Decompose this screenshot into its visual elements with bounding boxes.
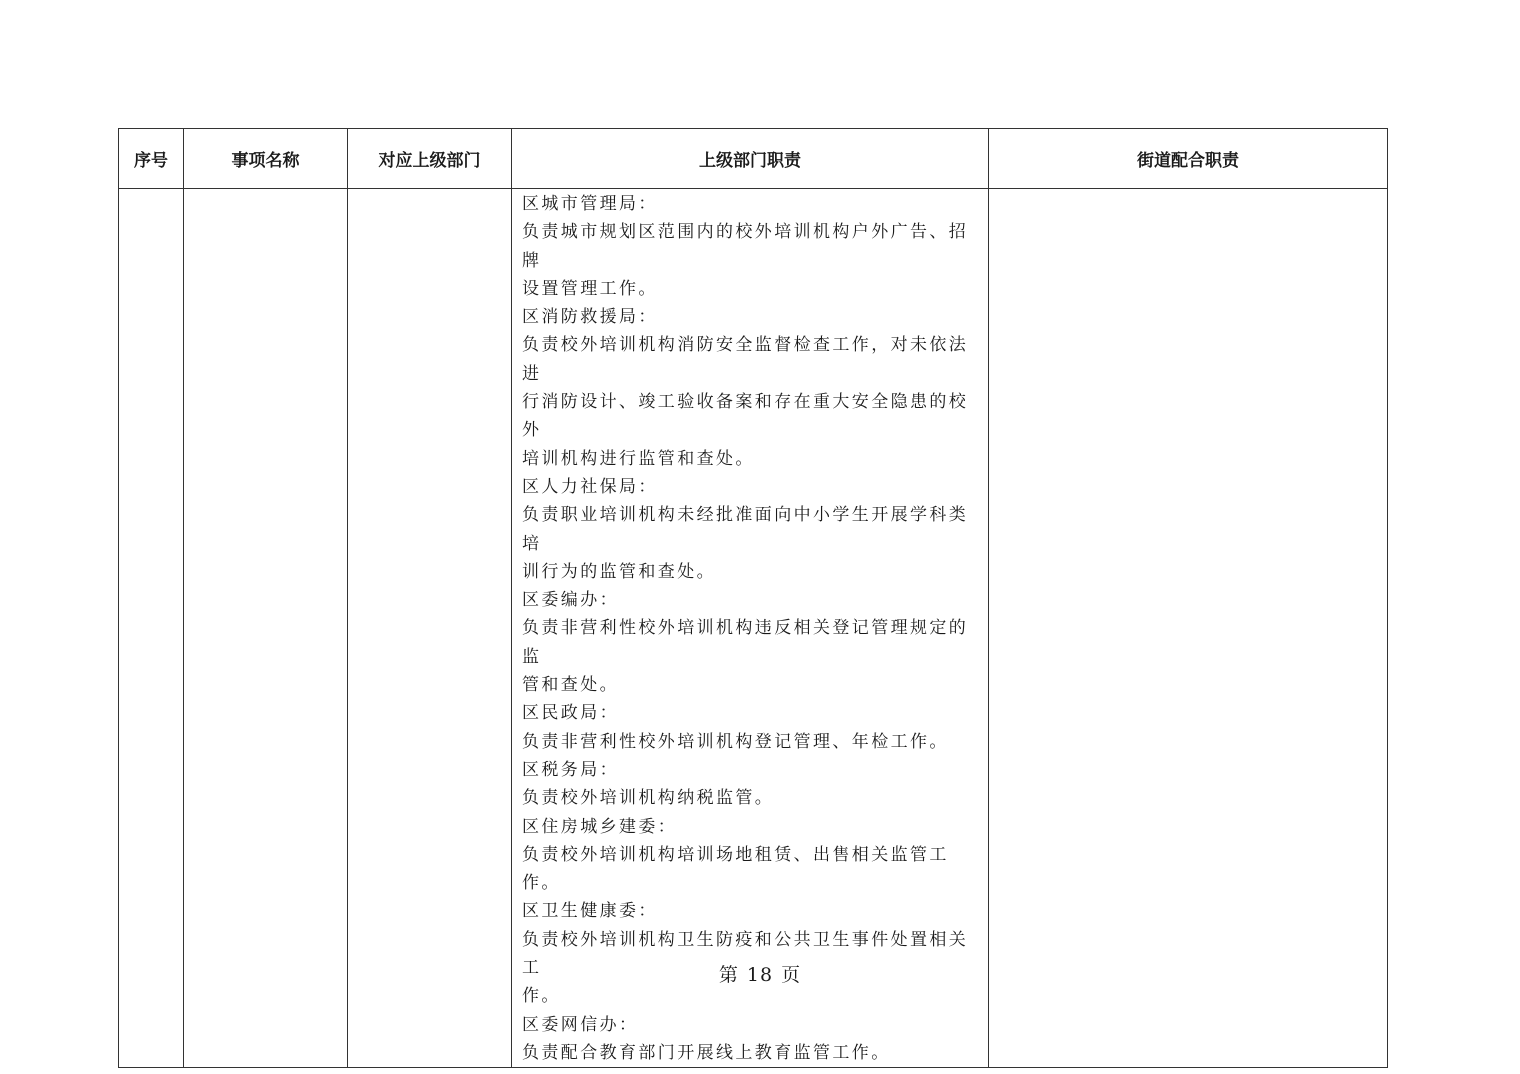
cell-item-name <box>184 189 348 1068</box>
upper-duty-text <box>522 190 978 1067</box>
header-street-duty: 街道配合职责 <box>989 129 1388 189</box>
cell-street-duty <box>989 189 1388 1068</box>
duty-line: 负责城市规划区范围内的校外培训机构户外广告、招牌 <box>522 222 969 271</box>
duty-line: 作。 <box>522 986 561 1007</box>
duty-line: 区住房城乡建委： <box>522 816 678 837</box>
duty-line: 负责非营利性校外培训机构登记管理、年检工作。 <box>522 731 949 752</box>
duty-line: 区城市管理局： <box>522 194 658 214</box>
duty-line: 负责配合教育部门开展线上教育监管工作。 <box>522 1042 891 1063</box>
page-suffix: 页 <box>781 964 802 986</box>
duty-line: 区委网信办： <box>522 1014 639 1035</box>
duty-line: 区委编办： <box>522 590 619 611</box>
cell-department <box>348 189 512 1068</box>
duty-line: 负责校外培训机构培训场地租赁、出售相关监管工作。 <box>522 844 949 894</box>
duty-line: 区卫生健康委： <box>522 901 658 922</box>
duty-line: 区税务局： <box>522 759 619 780</box>
header-upper-duty: 上级部门职责 <box>512 129 989 189</box>
duty-line: 培训机构进行监管和查处。 <box>522 448 755 469</box>
cell-upper-duty <box>512 189 989 1068</box>
duty-line: 训行为的监管和查处。 <box>522 561 716 582</box>
page-footer <box>0 960 1520 987</box>
table-row <box>119 189 1388 1068</box>
header-item-name: 事项名称 <box>184 129 348 189</box>
duty-line: 负责非营利性校外培训机构违反相关登记管理规定的监 <box>522 618 969 667</box>
cell-serial <box>119 189 184 1068</box>
duty-line: 区民政局： <box>522 703 619 724</box>
duty-line: 负责校外培训机构卫生防疫和公共卫生事件处置相关工 <box>522 929 969 979</box>
duty-line: 区消防救援局： <box>522 307 658 328</box>
duty-line: 负责校外培训机构纳税监管。 <box>522 788 775 809</box>
table-header-row <box>119 129 1388 189</box>
duty-line: 行消防设计、竣工验收备案和存在重大安全隐患的校外 <box>522 392 969 441</box>
responsibility-table <box>118 128 1388 1068</box>
page-number: 18 <box>746 964 774 986</box>
header-department: 对应上级部门 <box>348 129 512 189</box>
duty-line: 区人力社保局： <box>522 476 658 497</box>
duty-line: 负责校外培训机构消防安全监督检查工作，对未依法进 <box>522 335 969 384</box>
header-serial: 序号 <box>119 129 184 189</box>
page-prefix: 第 <box>718 964 739 986</box>
duty-line: 设置管理工作。 <box>522 278 658 299</box>
duty-line: 负责职业培训机构未经批准面向中小学生开展学科类培 <box>522 505 969 554</box>
duty-line: 管和查处。 <box>522 675 619 696</box>
